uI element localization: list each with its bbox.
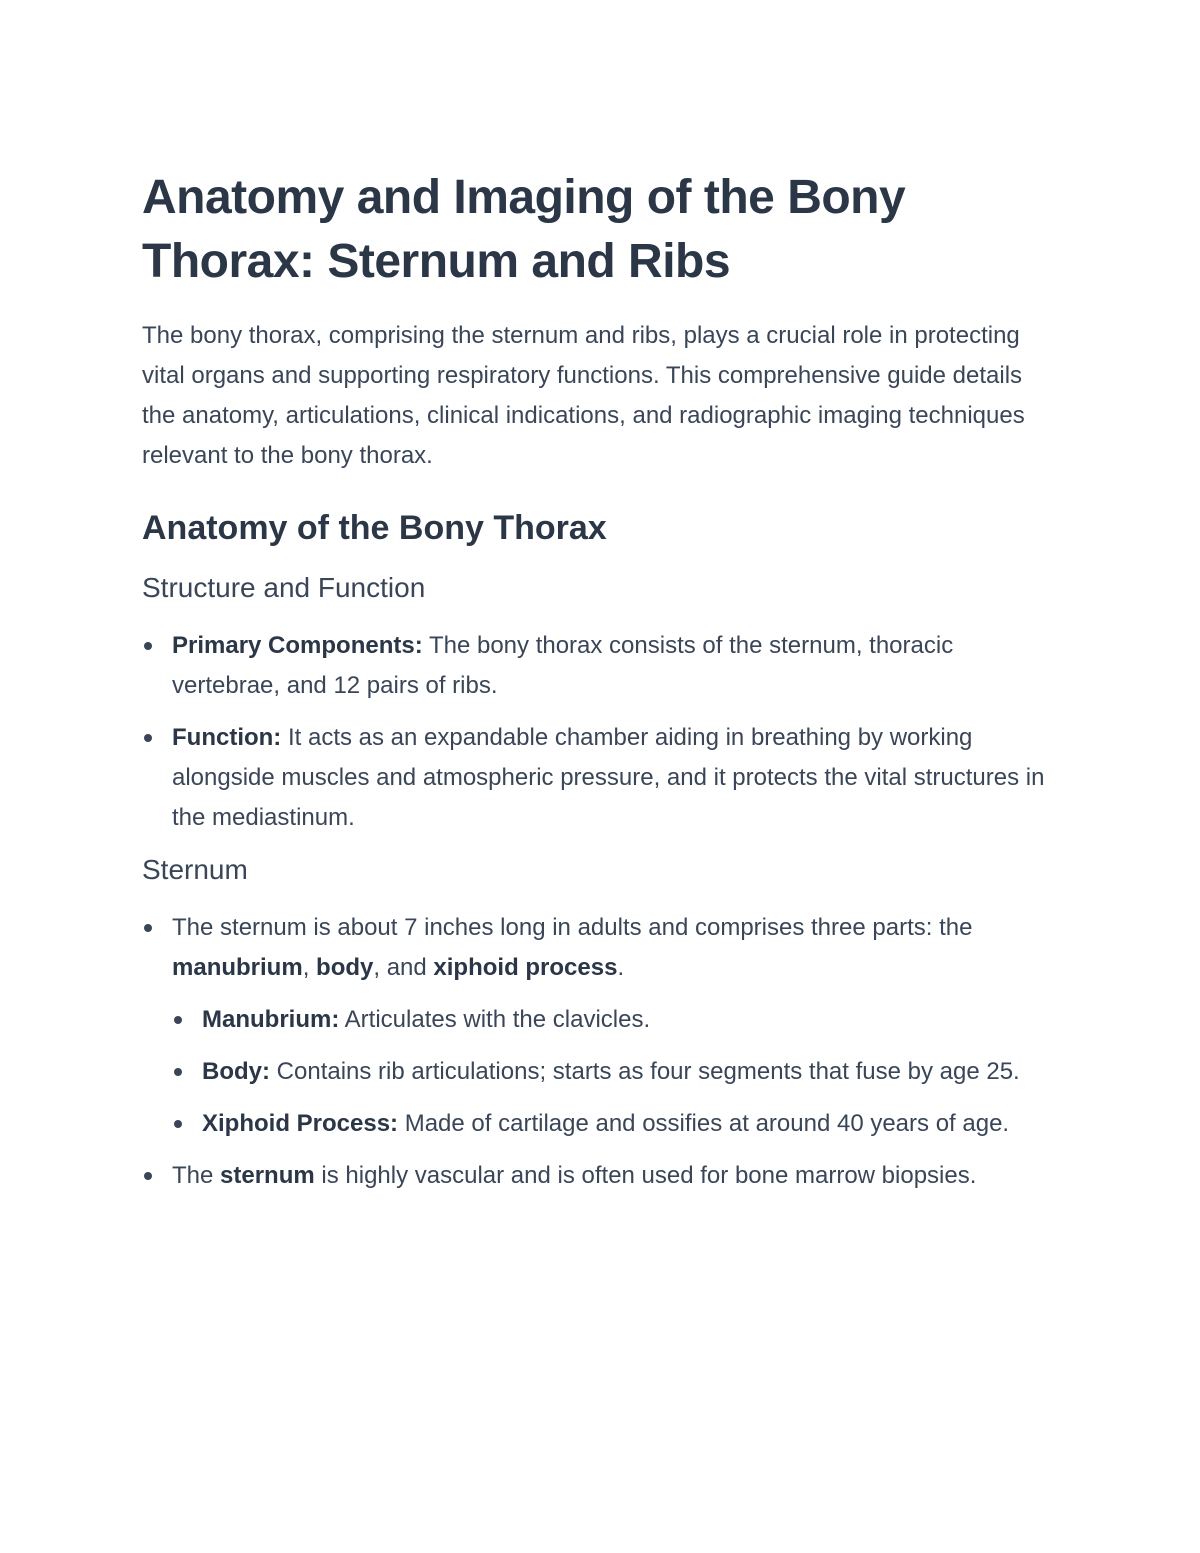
- sternum-list: [142, 908, 1062, 1196]
- term-manubrium: Manubrium:: [202, 1006, 340, 1033]
- text-function: It acts as an expandable chamber aiding in breathing by working alongside muscles and atmospheric pressure, and it protects the vital structures in the mediastinum.: [172, 724, 1045, 831]
- vascular-text-start: The: [172, 1162, 221, 1189]
- term-xiphoid: Xiphoid Process:: [202, 1110, 399, 1137]
- text-xiphoid: Made of cartilage and ossifies at around 40 years of age.: [398, 1110, 1010, 1137]
- term-manubrium-inline: manubrium: [172, 954, 303, 981]
- separator-text: ,: [302, 954, 317, 981]
- text-manubrium: Articulates with the clavicles.: [339, 1006, 651, 1033]
- list-item-body: [172, 1052, 1062, 1092]
- list-item-xiphoid: [172, 1104, 1062, 1144]
- subheading-structure-function: Structure and Function: [142, 572, 426, 603]
- term-sternum-inline: sternum: [220, 1162, 315, 1189]
- structure-list: [142, 626, 1062, 838]
- document-content: [142, 166, 1062, 1208]
- term-primary-components: Primary Components:: [172, 632, 423, 659]
- list-item-manubrium: [172, 1000, 1062, 1040]
- page-title: Anatomy and Imaging of the Bony Thorax: Sternum and Ribs: [142, 171, 906, 288]
- term-xiphoid-inline: xiphoid process: [433, 954, 618, 981]
- text-body: Contains rib articulations; starts as four segments that fuse by age 25.: [270, 1058, 1020, 1085]
- subheading-sternum: Sternum: [142, 854, 248, 885]
- intro-paragraph: The bony thorax, comprising the sternum and ribs, plays a crucial role in protecting vital organs and supporting respiratory functions. This comprehensive guide details the anatomy, articulations, clinical indications, and radiographic imaging techniques relevant to the bony thorax.: [142, 322, 1025, 469]
- term-function: Function:: [172, 724, 282, 751]
- list-item-sternum-parts: [142, 908, 1062, 1144]
- section-heading-anatomy: Anatomy of the Bony Thorax: [142, 509, 607, 547]
- list-item-primary-components: [142, 626, 1062, 706]
- list-item-sternum-vascular: [142, 1156, 1062, 1196]
- term-body-inline: body: [316, 954, 374, 981]
- vascular-text-end: is highly vascular and is often used for bone marrow biopsies.: [314, 1162, 977, 1189]
- list-item-function: [142, 718, 1062, 838]
- sternum-parts-text: The sternum is about 7 inches long in adults and comprises three parts: the: [172, 914, 973, 941]
- separator-text: , and: [373, 954, 434, 981]
- sternum-parts-sublist: [172, 1000, 1062, 1144]
- term-body: Body:: [202, 1058, 270, 1085]
- period-text: .: [617, 954, 625, 981]
- text-primary-components: The bony thorax consists of the sternum, thoracic vertebrae, and 12 pairs of ribs.: [172, 632, 954, 699]
